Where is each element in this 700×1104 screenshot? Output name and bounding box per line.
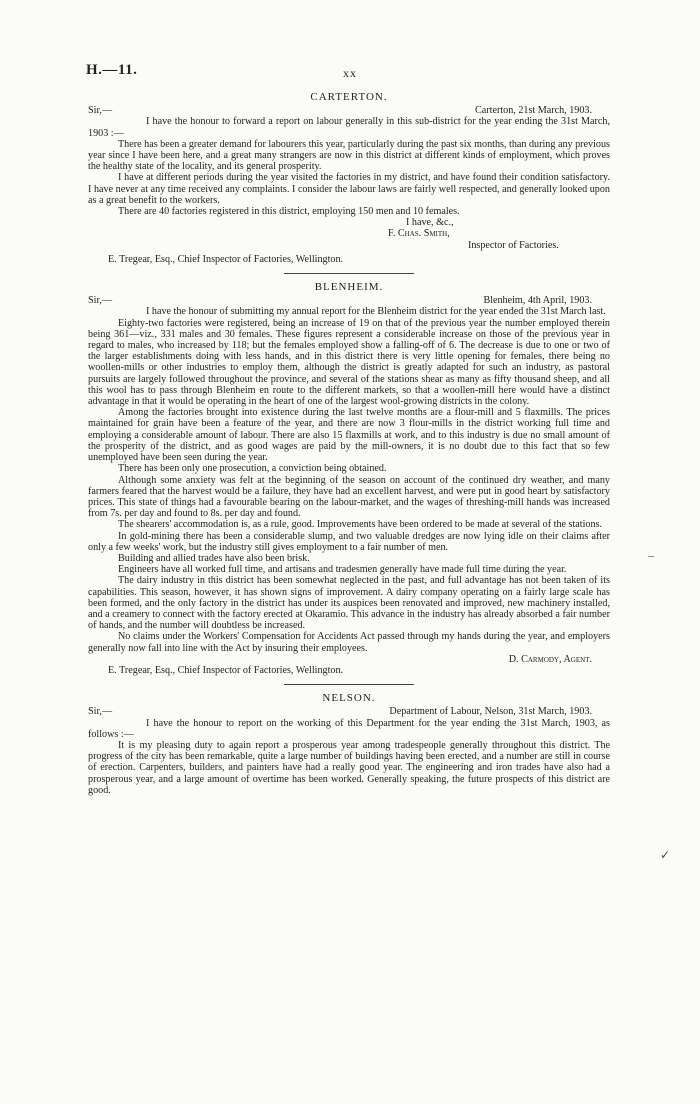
signer: F. Chas. Smith, xyxy=(388,228,450,240)
paragraph: Engineers have all worked full time, and artisans and tradesmen generally have made full time during the year. xyxy=(118,564,567,576)
letter-date: Carterton, 21st March, 1903. xyxy=(475,105,592,117)
paragraph: The dairy industry in this district has been somewhat neglected in the past, and full advantage has not been taken of its capabilities. This season, however, it has shown signs of improvement. A dairy company operating on a fairly large scale has been formed, and the only factory in the district has under its auspices been renovated and improved, new machinery installed, and a creamery to connect with the factory erected at Okaramio. This advance in the industry has already absorbed a fair number of hands, and the number will doubtless be increased. xyxy=(88,575,610,632)
paragraph: Eighty-two factories were registered, being an increase of 19 on that of the previous year the number employed therein being 361—viz., 331 males and 30 females. These figures represent a considerable increase on those of the previous year in regard to males, who increased by 118; but the females employed show a falling-off of 6. The decrease is due to one or two of the larger establishments doing with less hands, and in this district there is very little opening for females, there being no woollen-mills or other industries to employ them, although the district is greatly adapted for such an industry, as pastoral pursuits are largely followed throughout the province, and several of the stations shear as many as fifty thousand sheep, and all this wool has to pass through Blenheim en route to the different markets, so that a woollen-mill here would have a distinct advantage in that it would be operating in the heart of one of the largest wool-growing districts in the colony. xyxy=(88,317,610,408)
paragraph: There are 40 factories registered in this district, employing 150 men and 10 females. xyxy=(118,206,460,218)
section-title: NELSON. xyxy=(322,692,376,705)
carterton-report xyxy=(88,92,610,265)
paragraph: There has been a greater demand for labourers this year, particularly during the past six months, than during any previous year since I have been here, and a great many strangers are now in this district at different kinds of employment, which proves the healthy state of the locality, and its general prosperity. xyxy=(88,138,610,173)
signature-row xyxy=(88,654,610,665)
section-title: BLENHEIM. xyxy=(314,281,384,294)
paragraph: I have at different periods during the year visited the factories in my district, and have found their condition satisfactory. I have never at any time received any complaints. I consider the labour laws are fairly well respected, and generally looked upon as a great benefit to the workers. xyxy=(88,172,610,206)
nelson-report xyxy=(88,693,610,796)
blenheim-report xyxy=(88,282,610,676)
section-divider xyxy=(284,684,414,685)
paragraph: Building and allied trades have also been brisk. xyxy=(118,552,310,564)
letter-date: Department of Labour, Nelson, 31st March, 1903. xyxy=(389,706,592,718)
signer: D. Carmody, Agent. xyxy=(508,653,592,665)
addressee: E. Tregear, Esq., Chief Inspector of Factories, Wellington. xyxy=(108,253,344,265)
salutation: Sir,— xyxy=(88,105,113,117)
page-number: xx xyxy=(343,66,357,80)
salutation-row xyxy=(88,295,610,306)
paragraph: It is my pleasing duty to again report a prosperous year among tradespeople generally throughout this district. The progress of the city has been remarkable, quite a large number of buildings having been erected, and a number are still in course of erection. Carpenters, builders, and painters have had a really good year. The engineering and iron trades have also had a prosperous year, and a large amount of overtime has been worked. Generally speaking, the future prospects of this district are good. xyxy=(88,739,610,796)
signer-title: Inspector of Factories. xyxy=(468,239,559,251)
salutation: Sir,— xyxy=(88,295,113,307)
document-reference: H.—11. xyxy=(86,62,138,78)
section-title: CARTERTON. xyxy=(310,91,388,103)
paragraph: There has been only one prosecution, a conviction being obtained. xyxy=(118,463,387,475)
salutation: Sir,— xyxy=(88,706,113,718)
paragraph: Although some anxiety was felt at the beginning of the season on account of the continued dry weather, and many farmers feared that the harvest would be a failure, they have had an excellent harvest, and were put in good heart by satisfactory prices. This state of things had a favourable bearing on the labour-market, and the wages of threshing-mill hands was increased from 7s. per day and found to 8s. per day and found. xyxy=(88,474,610,520)
paragraph: In gold-mining there has been a considerable slump, and two valuable dredges are now lying idle on their claims after only a few weeks' work, but the industry still gives employment to a fair number of men. xyxy=(88,530,610,553)
closing: I have, &c., xyxy=(406,217,454,229)
paragraph: I have the honour of submitting my annual report for the Blenheim district for the year ended the 31st March last. xyxy=(146,306,606,318)
paragraph: I have the honour to forward a report on labour generally in this sub-district for the year ending the 31st March, 1903 :— xyxy=(88,116,610,139)
paragraph: The shearers' accommodation is, as a rule, good. Improvements have been ordered to be made at several of the stations. xyxy=(118,519,602,531)
letter-date: Blenheim, 4th April, 1903. xyxy=(483,295,592,307)
section-divider xyxy=(284,273,414,274)
paragraph: No claims under the Workers' Compensation for Accidents Act passed through my hands during the year, and employers generally now fall into line with the Act by insuring their employees. xyxy=(88,631,610,654)
margin-mark: ✓ xyxy=(660,848,671,862)
addressee: E. Tregear, Esq., Chief Inspector of Factories, Wellington. xyxy=(108,664,344,676)
salutation-row xyxy=(88,706,610,717)
salutation-row xyxy=(88,105,610,116)
margin-mark: – xyxy=(648,548,654,562)
paragraph: I have the honour to report on the working of this Department for the year ending the 31st March, 1903, as follows :— xyxy=(88,717,610,740)
document-body xyxy=(88,92,610,796)
paragraph: Among the factories brought into existence during the last twelve months are a flour-mill and 5 flaxmills. The prices maintained for grain have been a feature of the year, and there are now 3 flour-mills in the district working full time and employing a considerable amount of labour. There are also 15 flaxmills at work, and to this industry is due no small amount of the prosperity of the district, and as good wages are paid by the mill-owners, it is no doubt due to this fact that so few unemployed have been seen during the year. xyxy=(88,407,610,464)
